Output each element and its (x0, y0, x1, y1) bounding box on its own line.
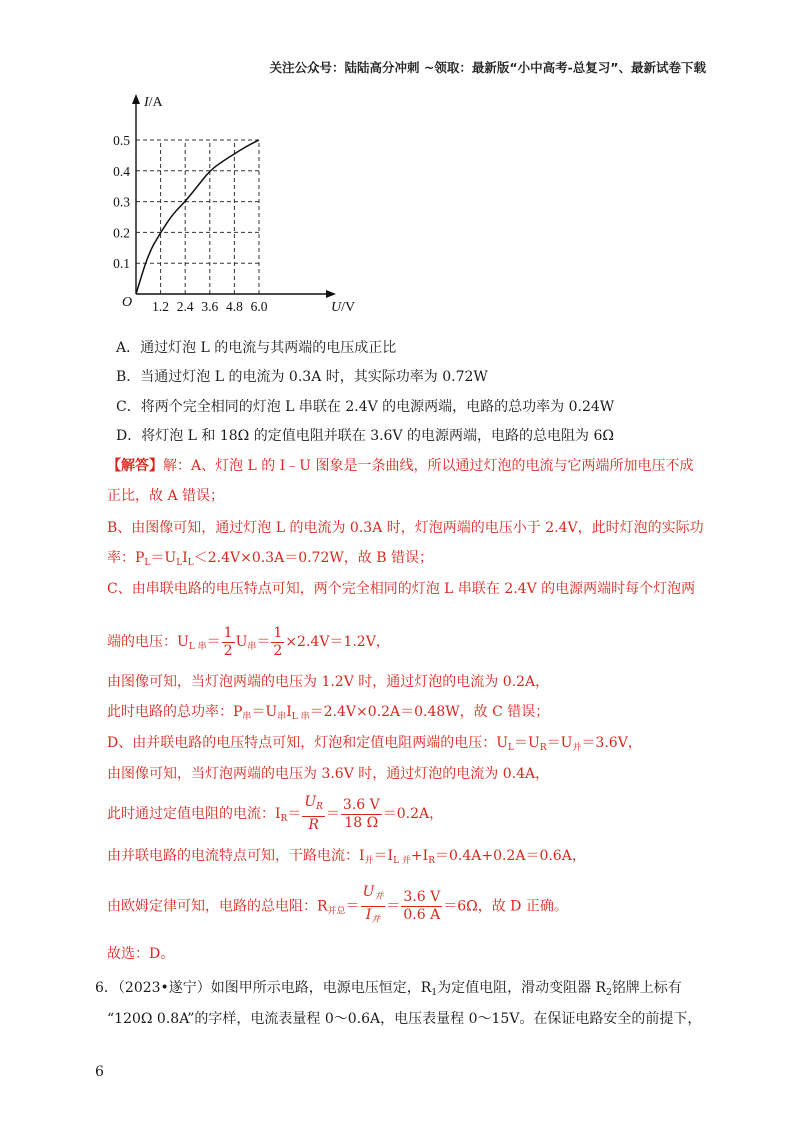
question6-line2: “120Ω 0.8A”的字样，电流表量程 0～0.6A，电压表量程 0～15V。在保证电路安全的前提下， (107, 1011, 702, 1027)
x-tick-label-1.2: 1.2 (152, 299, 170, 314)
answer-c-line1: C、由串联电路的电压特点可知，两个完全相同的灯泡 L 串联在 2.4V 的电源两端时每个灯泡两 (107, 581, 696, 597)
y-tick-label-0.4: 0.4 (113, 163, 130, 179)
answer-a-line2: 正比，故 A 错误； (107, 488, 225, 504)
answer-c-line4: 此时电路的总功率：$P_串=U_串I_{L 串}=2.4V\times 0.2A=0.48W$，故 C 错误； (107, 704, 550, 722)
fraction-half-1: $\frac{1}{2}$ (223, 624, 233, 659)
answer-d-line4: 由并联电路的电流特点可知，干路电流：$I_并=I_{L 并}+I_R=0.4A+0.2A=0.6A$， (107, 848, 586, 866)
x-tick-label-3.6: 3.6 (201, 299, 219, 314)
answer-d-line5: 由欧姆定律可知，电路的总电阻：$R_{并总}=$ $\frac{U_并}{I_并}$ ＝ $\frac{3.6 V}{0.6 A}$ ＝6Ω，故 D 正确。 (107, 884, 568, 934)
answer-final: 故选：D。 (107, 946, 175, 962)
answer-d-line2: 由图像可知，当灯泡两端的电压为 3.6V 时，通过灯泡的电流为 0.4A， (107, 766, 550, 782)
fraction-3.6-over-18: $\frac{3.6 V}{18 \Omega}$ (342, 796, 380, 831)
fraction-half-2: $\frac{1}{2}$ (273, 624, 283, 659)
page-header: 关注公众号：陆陆高分冲刺 ~领取：最新版“小中高考-总复习”、最新试卷下载 (269, 60, 706, 75)
x-axis-arrow (326, 290, 336, 298)
answer-b-line2: 率：$P_L=U_LI_L<2.4V\times 0.3A=0.72W$，故 B 错误； (107, 550, 433, 568)
x-tick-label-6.0: 6.0 (250, 299, 268, 314)
answer-tag: 【解答】 (107, 458, 163, 474)
option-a: A．通过灯泡 L 的电流与其两端的电压成正比 (116, 340, 397, 356)
y-tick-label-0.5: 0.5 (113, 133, 130, 148)
answer-b-line1: B、由图像可知，通过灯泡 L 的电流为 0.3A 时，灯泡两端的电压小于 2.4V，此时灯泡的实际功 (107, 520, 704, 536)
fraction-3.6-over-0.6: $\frac{3.6 V}{0.6 A}$ (403, 889, 441, 923)
x-tick-label-4.8: 4.8 (225, 299, 243, 314)
origin-label: O (122, 295, 133, 310)
fraction-u-over-i: $\frac{U_并}{I_并}$ (362, 884, 384, 925)
iu-chart (110, 90, 356, 315)
y-tick-label-0.3: 0.3 (113, 194, 130, 210)
answer-c-line2: 端的电压：$U_{L 串}=$ $\frac{1}{2}$ $U_串=$ $\frac{1}{2}$ ×2.4V＝1.2V， (107, 624, 390, 659)
x-axis-label: U/V (331, 300, 356, 315)
question6-line1: 6．（2023•遂宁）如图甲所示电路，电源电压恒定，$R_1$为定值电阻，滑动变阻器 $R_2$铭牌上标有 (95, 980, 682, 998)
answer-a-text: 解：A、灯泡 L 的 I﹣U 图象是一条曲线，所以通过灯泡的电流与它两端所加电压不成 (163, 458, 694, 474)
option-b: B．当通过灯泡 L 的电流为 0.3A 时，其实际功率为 0.72W (116, 369, 488, 385)
answer-a-line1 (107, 456, 694, 476)
y-tick-label-0.1: 0.1 (113, 256, 130, 272)
y-tick-label-0.2: 0.2 (113, 225, 130, 241)
option-d: D．将灯泡 L 和 18Ω 的定值电阻并联在 3.6V 的电源两端，电路的总电阻为 6Ω (116, 428, 614, 444)
answer-d-line3: 此时通过定值电阻的电流：$I_R=$ $\frac{U_R}{R}$ ＝ $\frac{3.6 V}{18 \Omega}$ ＝0.2A， (107, 794, 444, 833)
page-number: 6 (95, 1064, 104, 1080)
y-axis-arrow (132, 94, 140, 104)
option-c: C．将两个完全相同的灯泡 L 串联在 2.4V 的电源两端，电路的总功率为 0.24W (116, 399, 615, 415)
iu-curve (136, 140, 259, 294)
answer-c-line3: 由图像可知，当灯泡两端的电压为 1.2V 时，通过灯泡的电流为 0.2A， (107, 674, 550, 690)
answer-d-line1: D、由并联电路的电压特点可知，灯泡和定值电阻两端的电压：$U_L=U_R=U_并=3.6V$， (107, 735, 642, 753)
x-tick-label-2.4: 2.4 (176, 299, 194, 314)
fraction-ur-over-r: $\frac{U_R}{R}$ (304, 794, 323, 833)
y-axis-label: I/A (144, 95, 163, 110)
